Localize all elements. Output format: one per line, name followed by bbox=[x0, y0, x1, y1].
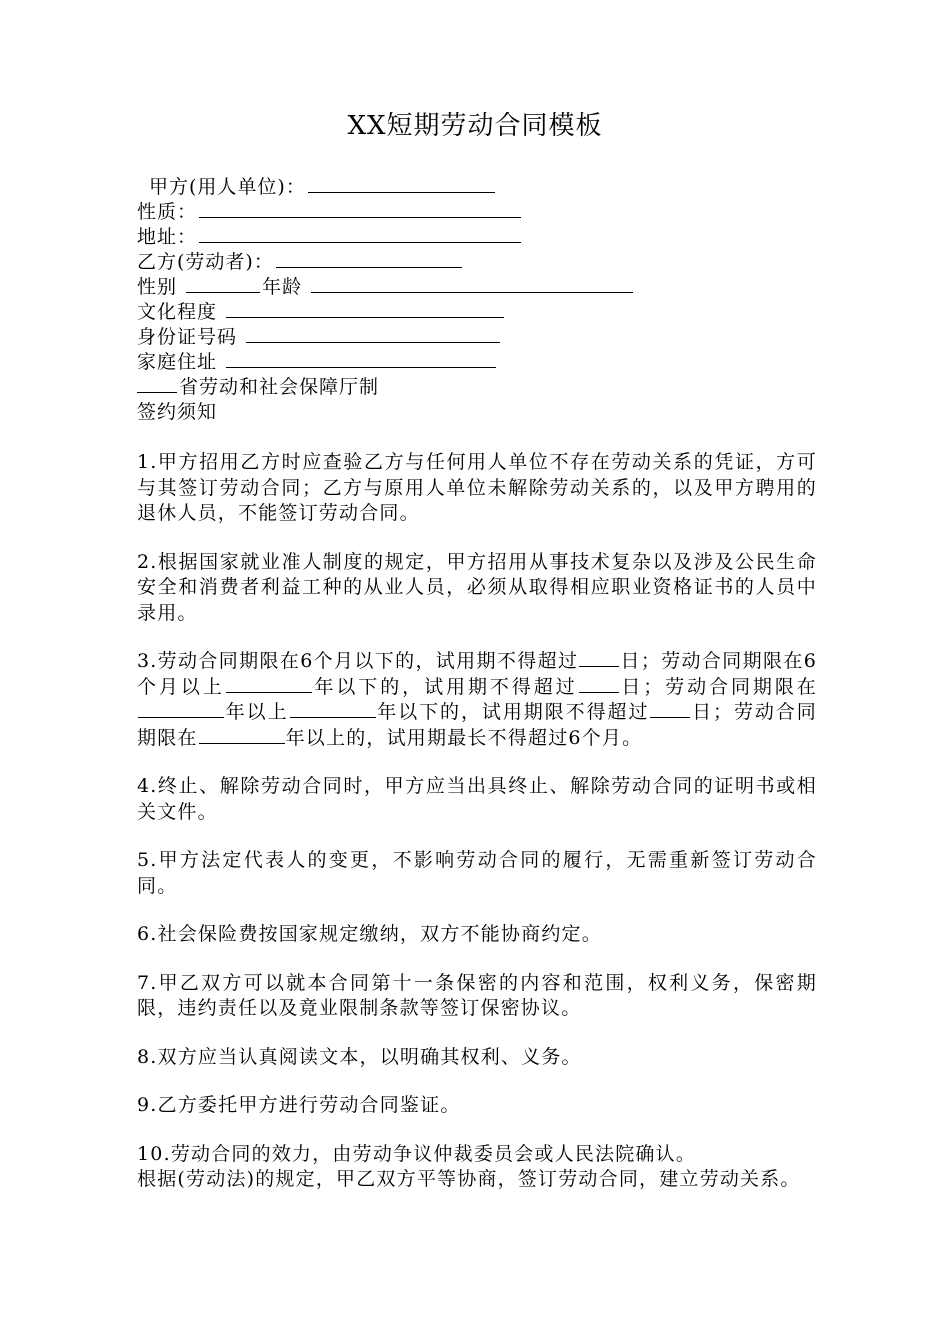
notice-item-2: 2.根据国家就业准人制度的规定，甲方招用从事技术复杂以及涉及公民生命安全和消费者利益工种的从业人员，必须从取得相应职业资格证书的人员中录用。 bbox=[137, 550, 817, 624]
notice-item-10: 10.劳动合同的效力，由劳动争议仲裁委员会或人民法院确认。 bbox=[137, 1142, 697, 1165]
blank-line[interactable] bbox=[246, 325, 500, 343]
party-info-block bbox=[137, 175, 837, 425]
issuer-line bbox=[137, 375, 837, 400]
field-nature bbox=[137, 200, 837, 225]
blank-line[interactable] bbox=[650, 700, 690, 718]
item3-text: 年以下的，试用期不得超过 bbox=[312, 675, 578, 698]
field-label: 乙方(劳动者)： bbox=[137, 251, 274, 273]
notice-item-8: 8.双方应当认真阅读文本，以明确其权利、义务。 bbox=[137, 1045, 582, 1068]
notice-item-1: 1.甲方招用乙方时应查验乙方与任何用人单位不存在劳动关系的凭证，方可与其签订劳动合同；乙方与原用人单位未解除劳动关系的，以及甲方聘用的退休人员，不能签订劳动合同。 bbox=[137, 451, 817, 524]
item3-text: 年以下的，试用期限不得超过 bbox=[376, 701, 650, 723]
blank-line[interactable] bbox=[186, 275, 260, 293]
field-employer bbox=[137, 175, 837, 200]
field-education bbox=[137, 300, 837, 325]
blank-line[interactable] bbox=[308, 175, 495, 193]
blank-line[interactable] bbox=[579, 649, 619, 667]
item3-text: 年以上 bbox=[225, 701, 289, 723]
blank-line[interactable] bbox=[199, 200, 521, 218]
blank-line[interactable] bbox=[311, 275, 633, 293]
blank-line[interactable] bbox=[226, 350, 496, 368]
closing-statement: 根据(劳动法)的规定，甲乙双方平等协商，签订劳动合同，建立劳动关系。 bbox=[137, 1168, 801, 1190]
notice-item-9: 9.乙方委托甲方进行劳动合同鉴证。 bbox=[137, 1094, 461, 1116]
notice-item-7: 7.甲乙双方可以就本合同第十一条保密的内容和范围，权利义务，保密期限，违约责任以及竟业限制条款等签订保密协议。 bbox=[137, 971, 817, 1019]
blank-line[interactable] bbox=[226, 300, 504, 318]
field-label: 甲方(用人单位)： bbox=[149, 176, 306, 198]
blank-line[interactable] bbox=[226, 675, 312, 693]
field-address bbox=[137, 225, 837, 250]
field-label: 地址： bbox=[137, 226, 198, 248]
field-label: 性质： bbox=[137, 201, 198, 223]
notice-item-5: 5.甲方法定代表人的变更，不影响劳动合同的履行，无需重新签订劳动合同。 bbox=[137, 849, 817, 897]
item3-text: 日；劳动合同期限在6个月以上 bbox=[137, 650, 817, 698]
field-home-address bbox=[137, 350, 837, 375]
field-label: 身份证号码 bbox=[137, 326, 238, 348]
notice-item-3 bbox=[137, 649, 817, 751]
item3-text: 日；劳动合同期限在 bbox=[619, 675, 817, 698]
blank-line[interactable] bbox=[290, 700, 376, 718]
field-employee bbox=[137, 250, 837, 275]
blank-line[interactable] bbox=[579, 675, 619, 693]
item3-text: 3.劳动合同期限在6个月以下的，试用期不得超过 bbox=[137, 650, 579, 672]
blank-line[interactable] bbox=[137, 375, 177, 393]
blank-line[interactable] bbox=[199, 225, 521, 243]
item3-text: 年以上的，试用期最长不得超过6个月。 bbox=[285, 726, 643, 749]
blank-line[interactable] bbox=[199, 726, 285, 744]
field-id-number bbox=[137, 325, 837, 350]
item3-text: 日；劳动合同期限在 bbox=[137, 701, 817, 749]
blank-line[interactable] bbox=[138, 700, 224, 718]
field-label: 年龄 bbox=[262, 276, 303, 298]
notice-body bbox=[137, 450, 817, 1216]
notice-item-4: 4.终止、解除劳动合同时，甲方应当出具终止、解除劳动合同的证明书或相关文件。 bbox=[137, 775, 817, 823]
field-label: 家庭住址 bbox=[137, 351, 218, 373]
document-title: XX短期劳动合同模板 bbox=[347, 111, 603, 141]
issuer-text: 省劳动和社会保障厅制 bbox=[179, 376, 380, 398]
field-label: 性别 bbox=[137, 276, 178, 298]
field-gender-age bbox=[137, 275, 837, 300]
field-label: 文化程度 bbox=[137, 301, 218, 323]
notice-heading: 签约须知 bbox=[137, 401, 218, 423]
notice-item-6: 6.社会保险费按国家规定缴纳，双方不能协商约定。 bbox=[137, 923, 602, 945]
blank-line[interactable] bbox=[276, 250, 462, 268]
